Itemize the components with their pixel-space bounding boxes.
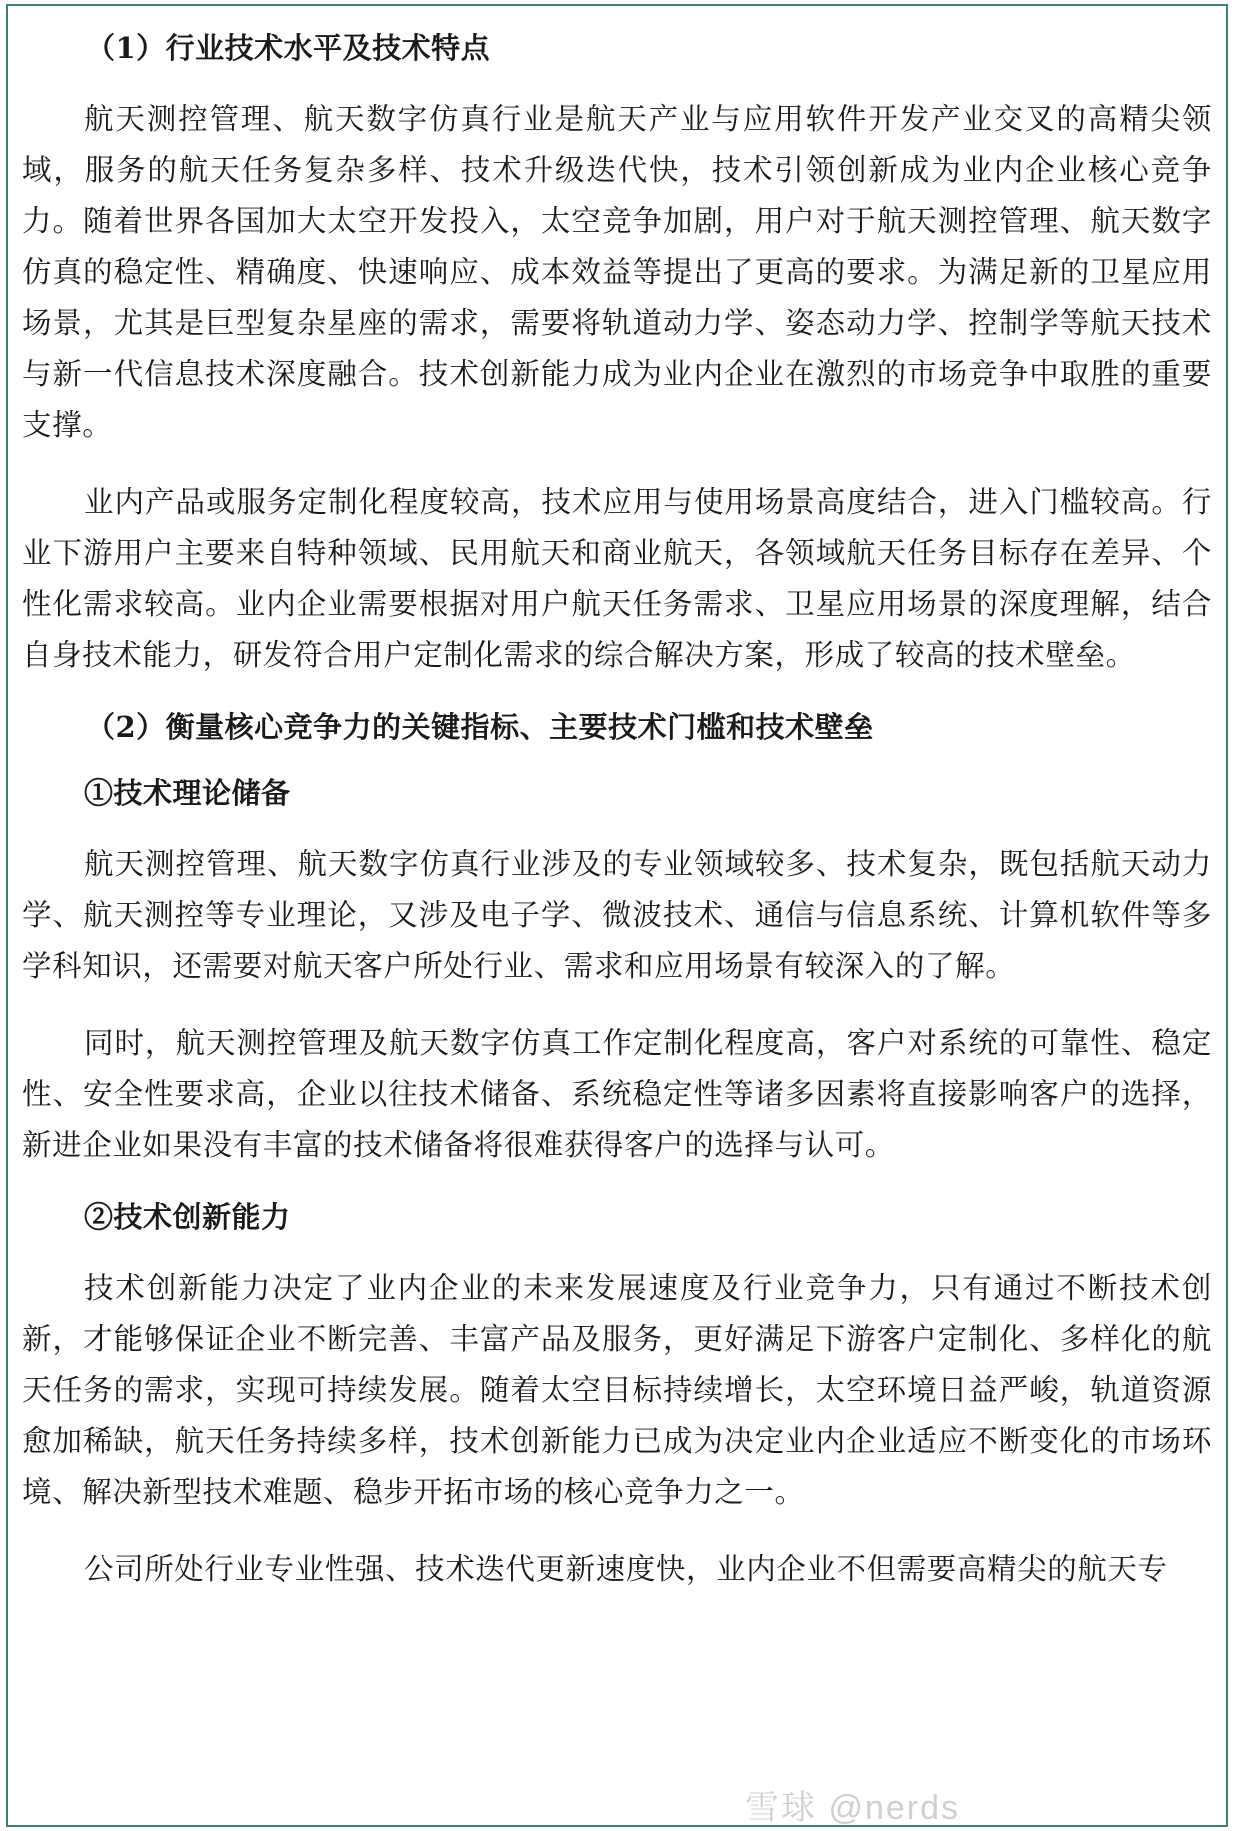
subsection-1-heading: ①技术理论储备 — [84, 776, 291, 810]
paragraph: 技术创新能力决定了业内企业的未来发展速度及行业竞争力，只有通过不断技术创新，才能够保证企业不断完善、丰富产品及服务，更好满足下游客户定制化、多样化的航天任务的需求，实现可持续发展。随着太空目标持续增长，太空环境日益严峻，轨道资源愈加稀缺，航天任务持续多样，技术创新能力已成为决定业内企业适应不断变化的市场环境、解决新型技术难题、稳步开拓市场的核心竞争力之一。 — [22, 1271, 1212, 1509]
paragraph: 航天测控管理、航天数字仿真行业涉及的专业领域较多、技术复杂，既包括航天动力学、航天测控等专业理论，又涉及电子学、微波技术、通信与信息系统、计算机软件等多学科知识，还需要对航天客户所处行业、需求和应用场景有较深入的了解。 — [22, 847, 1212, 983]
paragraph: 同时，航天测控管理及航天数字仿真工作定制化程度高，客户对系统的可靠性、稳定性、安全性要求高，企业以往技术储备、系统稳定性等诸多因素将直接影响客户的选择，新进企业如果没有丰富的技术储备将很难获得客户的选择与认可。 — [22, 1026, 1212, 1162]
paragraph: 公司所处行业专业性强、技术迭代更新速度快，业内企业不但需要高精尖的航天专 — [84, 1552, 1168, 1586]
watermark: 雪球 @nerds — [745, 1789, 961, 1827]
section-2-heading: （2）衡量核心竞争力的关键指标、主要技术门槛和技术壁垒 — [86, 710, 874, 744]
paragraph: 业内产品或服务定制化程度较高，技术应用与使用场景高度结合，进入门槛较高。行业下游用户主要来自特种领域、民用航天和商业航天，各领域航天任务目标存在差异、个性化需求较高。业内企业需要根据对用户航天任务需求、卫星应用场景的深度理解，结合自身技术能力，研发符合用户定制化需求的综合解决方案，形成了较高的技术壁垒。 — [22, 485, 1212, 672]
section-1-heading: （1）行业技术水平及技术特点 — [86, 31, 491, 65]
subsection-2-heading: ②技术创新能力 — [84, 1200, 291, 1234]
document-body — [22, 14, 1212, 1621]
paragraph: 航天测控管理、航天数字仿真行业是航天产业与应用软件开发产业交叉的高精尖领域，服务的航天任务复杂多样、技术升级迭代快，技术引领创新成为业内企业核心竞争力。随着世界各国加大太空开发投入，太空竞争加剧，用户对于航天测控管理、航天数字仿真的稳定性、精确度、快速响应、成本效益等提出了更高的要求。为满足新的卫星应用场景，尤其是巨型复杂星座的需求，需要将轨道动力学、姿态动力学、控制学等航天技术与新一代信息技术深度融合。技术创新能力成为业内企业在激烈的市场竞争中取胜的重要支撑。 — [22, 102, 1212, 442]
